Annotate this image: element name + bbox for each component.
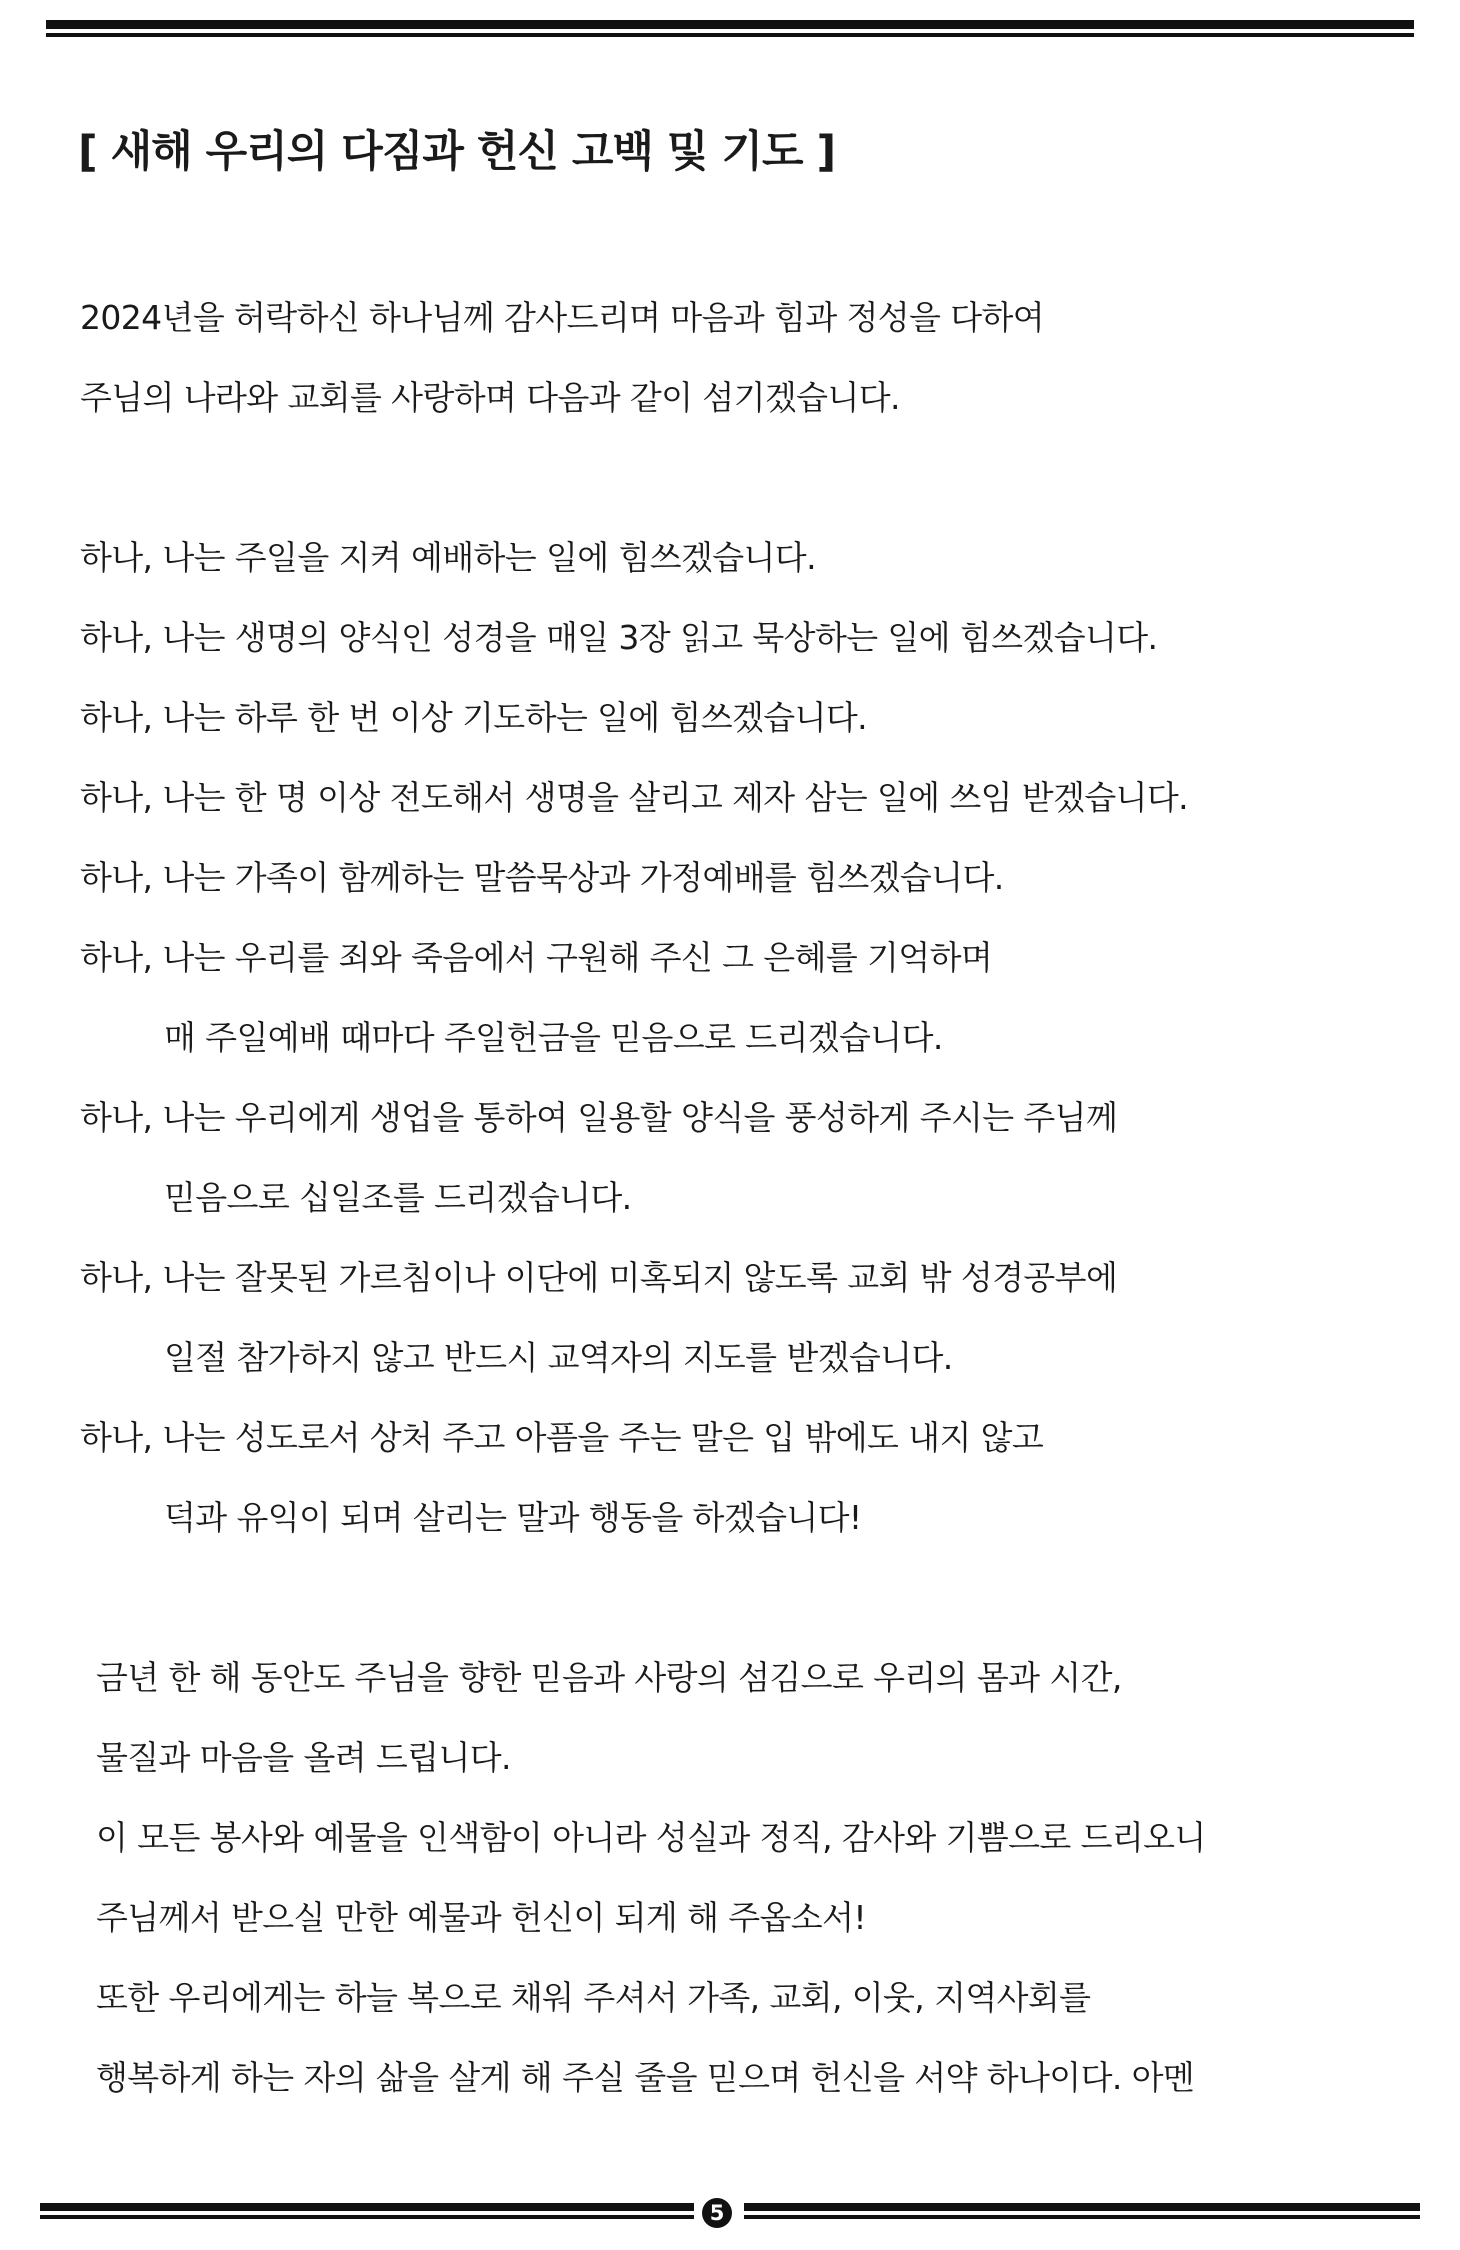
vow-8: 하나, 나는 잘못된 가르침이나 이단에 미혹되지 않도록 교회 밖 성경공부에: [80, 1258, 1118, 1297]
top-rule-thin: [46, 33, 1414, 37]
page-number-badge: 5: [702, 2198, 732, 2228]
vow-9-continuation: 덕과 유익이 되며 살리는 말과 행동을 하겠습니다!: [164, 1498, 862, 1537]
intro-line-2: 주님의 나라와 교회를 사랑하며 다음과 같이 섬기겠습니다.: [80, 378, 900, 417]
footer-rule-left-thick: [40, 2203, 694, 2211]
vow-7-continuation: 믿음으로 십일조를 드리겠습니다.: [164, 1178, 632, 1217]
vow-5: 하나, 나는 가족이 함께하는 말씀묵상과 가정예배를 힘쓰겠습니다.: [80, 858, 1004, 897]
footer-rule-left-thin: [40, 2215, 694, 2219]
prayer-line-1: 금년 한 해 동안도 주님을 향한 믿음과 사랑의 섬김으로 우리의 몸과 시간,: [96, 1658, 1122, 1697]
prayer-line-4: 주님께서 받으실 만한 예물과 헌신이 되게 해 주옵소서!: [96, 1898, 866, 1937]
vow-9: 하나, 나는 성도로서 상처 주고 아픔을 주는 말은 입 밖에도 내지 않고: [80, 1418, 1044, 1457]
top-rule-thick: [46, 20, 1414, 29]
vow-2: 하나, 나는 생명의 양식인 성경을 매일 3장 읽고 묵상하는 일에 힘쓰겠습니다.: [80, 618, 1158, 657]
prayer-line-5: 또한 우리에게는 하늘 복으로 채워 주셔서 가족, 교회, 이웃, 지역사회를: [96, 1978, 1091, 2017]
vow-6-continuation: 매 주일예배 때마다 주일헌금을 믿음으로 드리겠습니다.: [164, 1018, 943, 1057]
vow-1: 하나, 나는 주일을 지켜 예배하는 일에 힘쓰겠습니다.: [80, 538, 816, 577]
page-footer: [40, 2198, 1420, 2228]
prayer-line-2: 물질과 마음을 올려 드립니다.: [96, 1738, 511, 1777]
page-title: [ 새해 우리의 다짐과 헌신 고백 및 기도 ]: [78, 127, 836, 177]
prayer-line-6: 행복하게 하는 자의 삶을 살게 해 주실 줄을 믿으며 헌신을 서약 하나이다. 아멘: [96, 2058, 1195, 2097]
prayer-line-3: 이 모든 봉사와 예물을 인색함이 아니라 성실과 정직, 감사와 기쁨으로 드리오니: [96, 1818, 1206, 1857]
vow-7: 하나, 나는 우리에게 생업을 통하여 일용할 양식을 풍성하게 주시는 주님께: [80, 1098, 1118, 1137]
vow-6: 하나, 나는 우리를 죄와 죽음에서 구원해 주신 그 은혜를 기억하며: [80, 938, 993, 977]
footer-rule-right-thick: [744, 2203, 1420, 2211]
vow-8-continuation: 일절 참가하지 않고 반드시 교역자의 지도를 받겠습니다.: [164, 1338, 953, 1377]
vow-3: 하나, 나는 하루 한 번 이상 기도하는 일에 힘쓰겠습니다.: [80, 698, 868, 737]
footer-rule-right-thin: [744, 2215, 1420, 2219]
intro-line-1: 2024년을 허락하신 하나님께 감사드리며 마음과 힘과 정성을 다하여: [80, 298, 1045, 337]
vow-4: 하나, 나는 한 명 이상 전도해서 생명을 살리고 제자 삼는 일에 쓰임 받겠습니다.: [80, 778, 1189, 817]
